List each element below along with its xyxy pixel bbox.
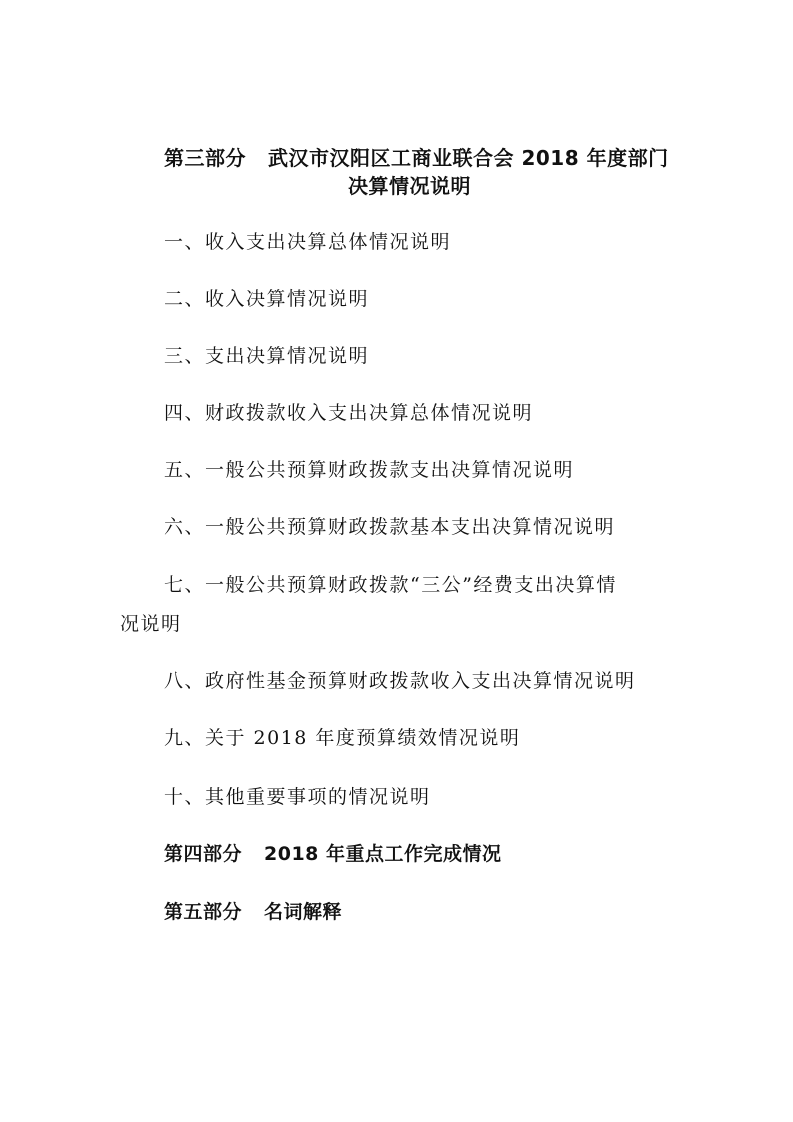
part3-heading-line1	[164, 144, 669, 172]
part5-title: 名词解释	[264, 901, 343, 923]
list-item-9: 九、关于 2018 年度预算绩效情况说明	[164, 727, 521, 749]
list-item-7-line1: 七、一般公共预算财政拨款“三公”经费支出决算情	[164, 574, 617, 596]
part3-label: 第三部分	[164, 146, 246, 170]
list-item-3: 三、支出决算情况说明	[164, 345, 370, 367]
part5-heading	[164, 898, 342, 926]
list-item-6: 六、一般公共预算财政拨款基本支出决算情况说明	[164, 516, 616, 538]
part3-title-line1: 武汉市汉阳区工商业联合会 2018 年度部门	[268, 146, 669, 170]
part4-title: 2018 年重点工作完成情况	[264, 843, 502, 865]
list-item-5: 五、一般公共预算财政拨款支出决算情况说明	[164, 459, 575, 481]
list-item-4: 四、财政拨款收入支出决算总体情况说明	[164, 402, 534, 424]
part4-label: 第四部分	[164, 843, 243, 865]
list-item-1: 一、收入支出决算总体情况说明	[164, 231, 452, 253]
list-item-8: 八、政府性基金预算财政拨款收入支出决算情况说明	[164, 670, 636, 692]
list-item-10: 十、其他重要事项的情况说明	[164, 786, 431, 808]
list-item-7-line2: 况说明	[120, 613, 182, 635]
part5-label: 第五部分	[164, 901, 243, 923]
part3-heading-line2	[348, 172, 471, 200]
part4-heading	[164, 840, 502, 868]
list-item-2: 二、收入决算情况说明	[164, 288, 370, 310]
part3-title-line2: 决算情况说明	[348, 174, 471, 198]
